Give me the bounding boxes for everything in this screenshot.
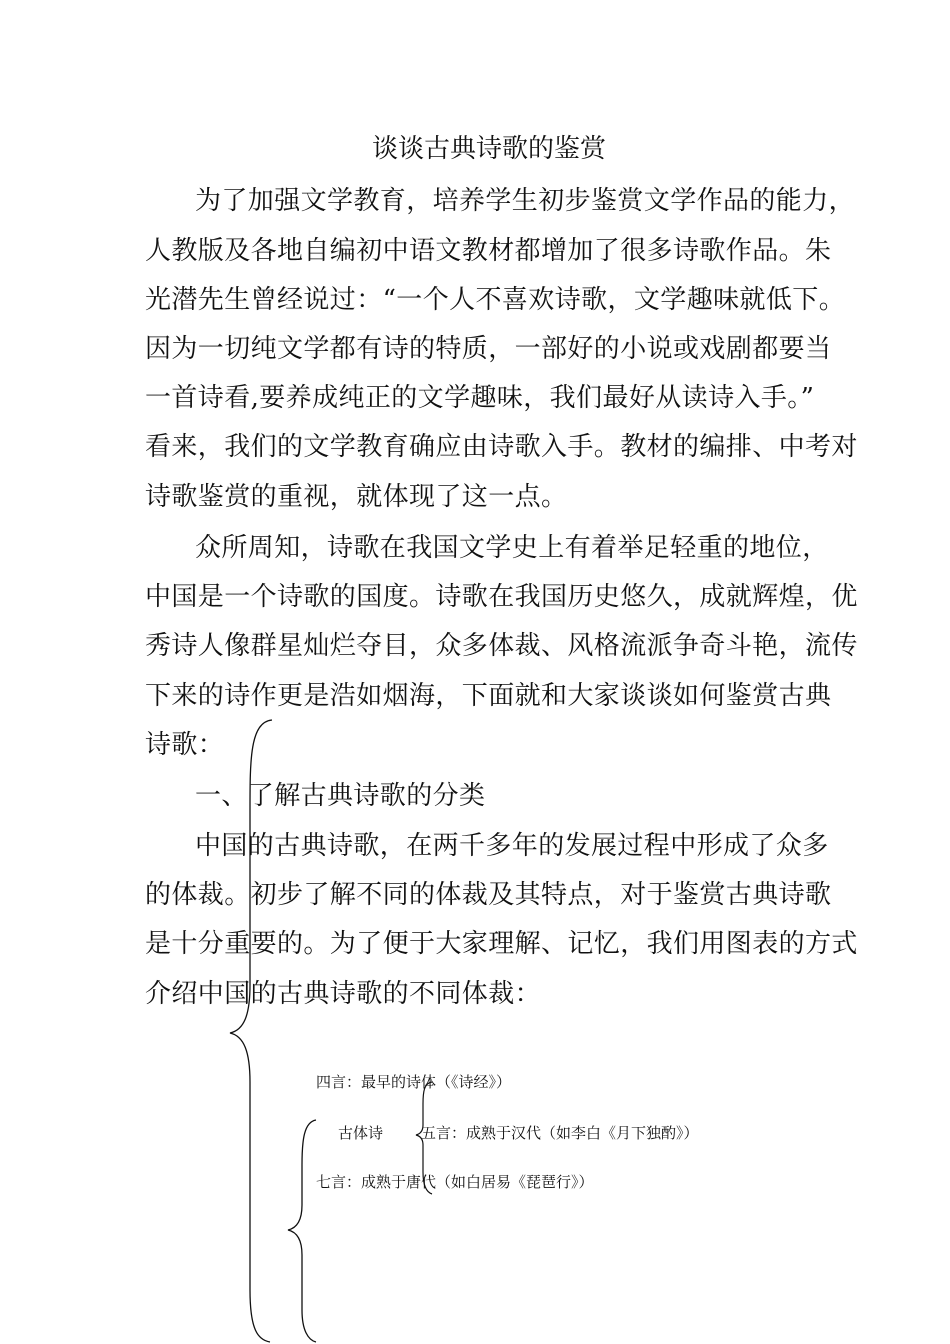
section-heading: 一、了解古典诗歌的分类 — [195, 781, 486, 811]
paragraph-1-line: 因为一切纯文学都有诗的特质，一部好的小说或戏剧都要当 — [145, 334, 832, 364]
paragraph-1-line: 一首诗看,要养成纯正的文学趣味，我们最好从读诗入手。” — [145, 383, 815, 413]
five-char-poem-label: 五言：成熟于汉代（如李白《月下独酌》） — [421, 1124, 699, 1142]
paragraph-3-line: 中国的古典诗歌，在两千多年的发展过程中形成了众多 — [195, 831, 829, 861]
paragraph-3-line: 介绍中国的古典诗歌的不同体裁： — [145, 979, 542, 1009]
ancient-style-poem-label: 古体诗 — [338, 1124, 384, 1142]
paragraph-1-line: 为了加强文学教育，培养学生初步鉴赏文学作品的能力， — [195, 186, 856, 216]
seven-char-poem-label: 七言：成熟于唐代（如白居易《琵琶行》） — [316, 1173, 594, 1191]
paragraph-1-line: 看来，我们的文学教育确应由诗歌入手。教材的编排、中考对 — [145, 432, 858, 462]
four-char-poem-label: 四言：最早的诗体（《诗经》） — [316, 1073, 512, 1091]
paragraph-2-line: 众所周知，诗歌在我国文学史上有着举足轻重的地位， — [195, 533, 829, 563]
middle-brace — [288, 1120, 316, 1342]
paragraph-1-line: 光潜先生曾经说过：“一个人不喜欢诗歌，文学趣味就低下。 — [145, 285, 846, 315]
paragraph-1-line: 诗歌鉴赏的重视，就体现了这一点。 — [145, 482, 568, 512]
paragraph-2-line: 秀诗人像群星灿烂夺目，众多体裁、风格流派争奇斗艳，流传 — [145, 631, 858, 661]
paragraph-1-line: 人教版及各地自编初中语文教材都增加了很多诗歌作品。朱 — [145, 236, 832, 266]
paragraph-2-line: 诗歌： — [145, 730, 225, 760]
paragraph-2-line: 下来的诗作更是浩如烟海，下面就和大家谈谈如何鉴赏古典 — [145, 681, 832, 711]
paragraph-3-line: 的体裁。初步了解不同的体裁及其特点，对于鉴赏古典诗歌 — [145, 880, 832, 910]
paragraph-3-line: 是十分重要的。为了便于大家理解、记忆，我们用图表的方式 — [145, 929, 858, 959]
paragraph-2-line: 中国是一个诗歌的国度。诗歌在我国历史悠久，成就辉煌，优 — [145, 582, 858, 612]
document-title: 谈谈古典诗歌的鉴赏 — [371, 134, 606, 164]
